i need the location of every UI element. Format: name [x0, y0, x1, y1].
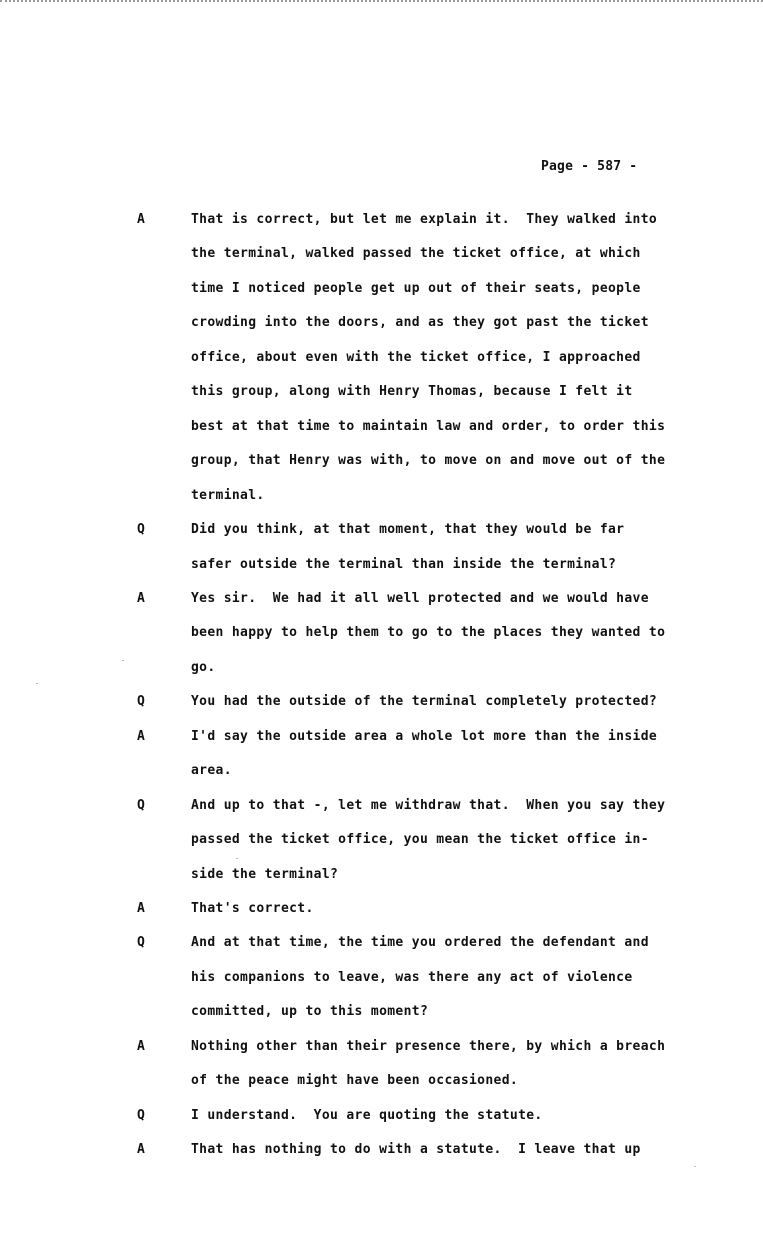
scan-speck [236, 858, 238, 859]
testimony-line: crowding into the doors, and as they got past the ticket [191, 315, 649, 330]
page-top-edge [0, 0, 763, 6]
testimony-line: That is correct, but let me explain it. They walked into [191, 212, 658, 227]
answer-marker: A [137, 1142, 145, 1157]
testimony-line: And at that time, the time you ordered the defendant and [191, 935, 649, 950]
question-marker: Q [137, 694, 145, 709]
testimony-line: And up to that -, let me withdraw that. When you say they [191, 798, 666, 813]
testimony-line: You had the outside of the terminal completely protected? [191, 694, 658, 709]
testimony-line: Yes sir. We had it all well protected and we would have [191, 591, 649, 606]
testimony-line: Nothing other than their presence there, by which a breach [191, 1039, 666, 1054]
testimony-line: Did you think, at that moment, that they would be far [191, 522, 625, 537]
question-marker: Q [137, 522, 145, 537]
question-marker: Q [137, 1108, 145, 1123]
testimony-line: been happy to help them to go to the places they wanted to [191, 625, 666, 640]
page-number: Page - 587 - [541, 159, 638, 174]
testimony-line: time I noticed people get up out of their seats, people [191, 281, 641, 296]
testimony-line: area. [191, 763, 232, 778]
scan-speck [694, 1166, 696, 1167]
testimony-line: I understand. You are quoting the statute. [191, 1108, 543, 1123]
testimony-line: this group, along with Henry Thomas, because I felt it [191, 384, 633, 399]
testimony-line: safer outside the terminal than inside the terminal? [191, 557, 617, 572]
answer-marker: A [137, 591, 145, 606]
testimony-line: passed the ticket office, you mean the ticket office in- [191, 832, 649, 847]
testimony-line: committed, up to this moment? [191, 1004, 429, 1019]
testimony-line: office, about even with the ticket office, I approached [191, 350, 641, 365]
testimony-line: That has nothing to do with a statute. I leave that up [191, 1142, 641, 1157]
testimony-line: side the terminal? [191, 867, 339, 882]
testimony-line: best at that time to maintain law and order, to order this [191, 419, 666, 434]
testimony-line: That's correct. [191, 901, 314, 916]
testimony-line: I'd say the outside area a whole lot more than the inside [191, 729, 658, 744]
testimony-line: the terminal, walked passed the ticket office, at which [191, 246, 641, 261]
question-marker: Q [137, 935, 145, 950]
testimony-line: go. [191, 660, 216, 675]
answer-marker: A [137, 901, 145, 916]
answer-marker: A [137, 1039, 145, 1054]
scan-speck [36, 683, 38, 684]
answer-marker: A [137, 729, 145, 744]
scan-speck [122, 660, 124, 661]
testimony-line: his companions to leave, was there any act of violence [191, 970, 633, 985]
testimony-line: group, that Henry was with, to move on and move out of the [191, 453, 666, 468]
question-marker: Q [137, 798, 145, 813]
testimony-line: of the peace might have been occasioned. [191, 1073, 519, 1088]
testimony-line: terminal. [191, 488, 265, 503]
answer-marker: A [137, 212, 145, 227]
